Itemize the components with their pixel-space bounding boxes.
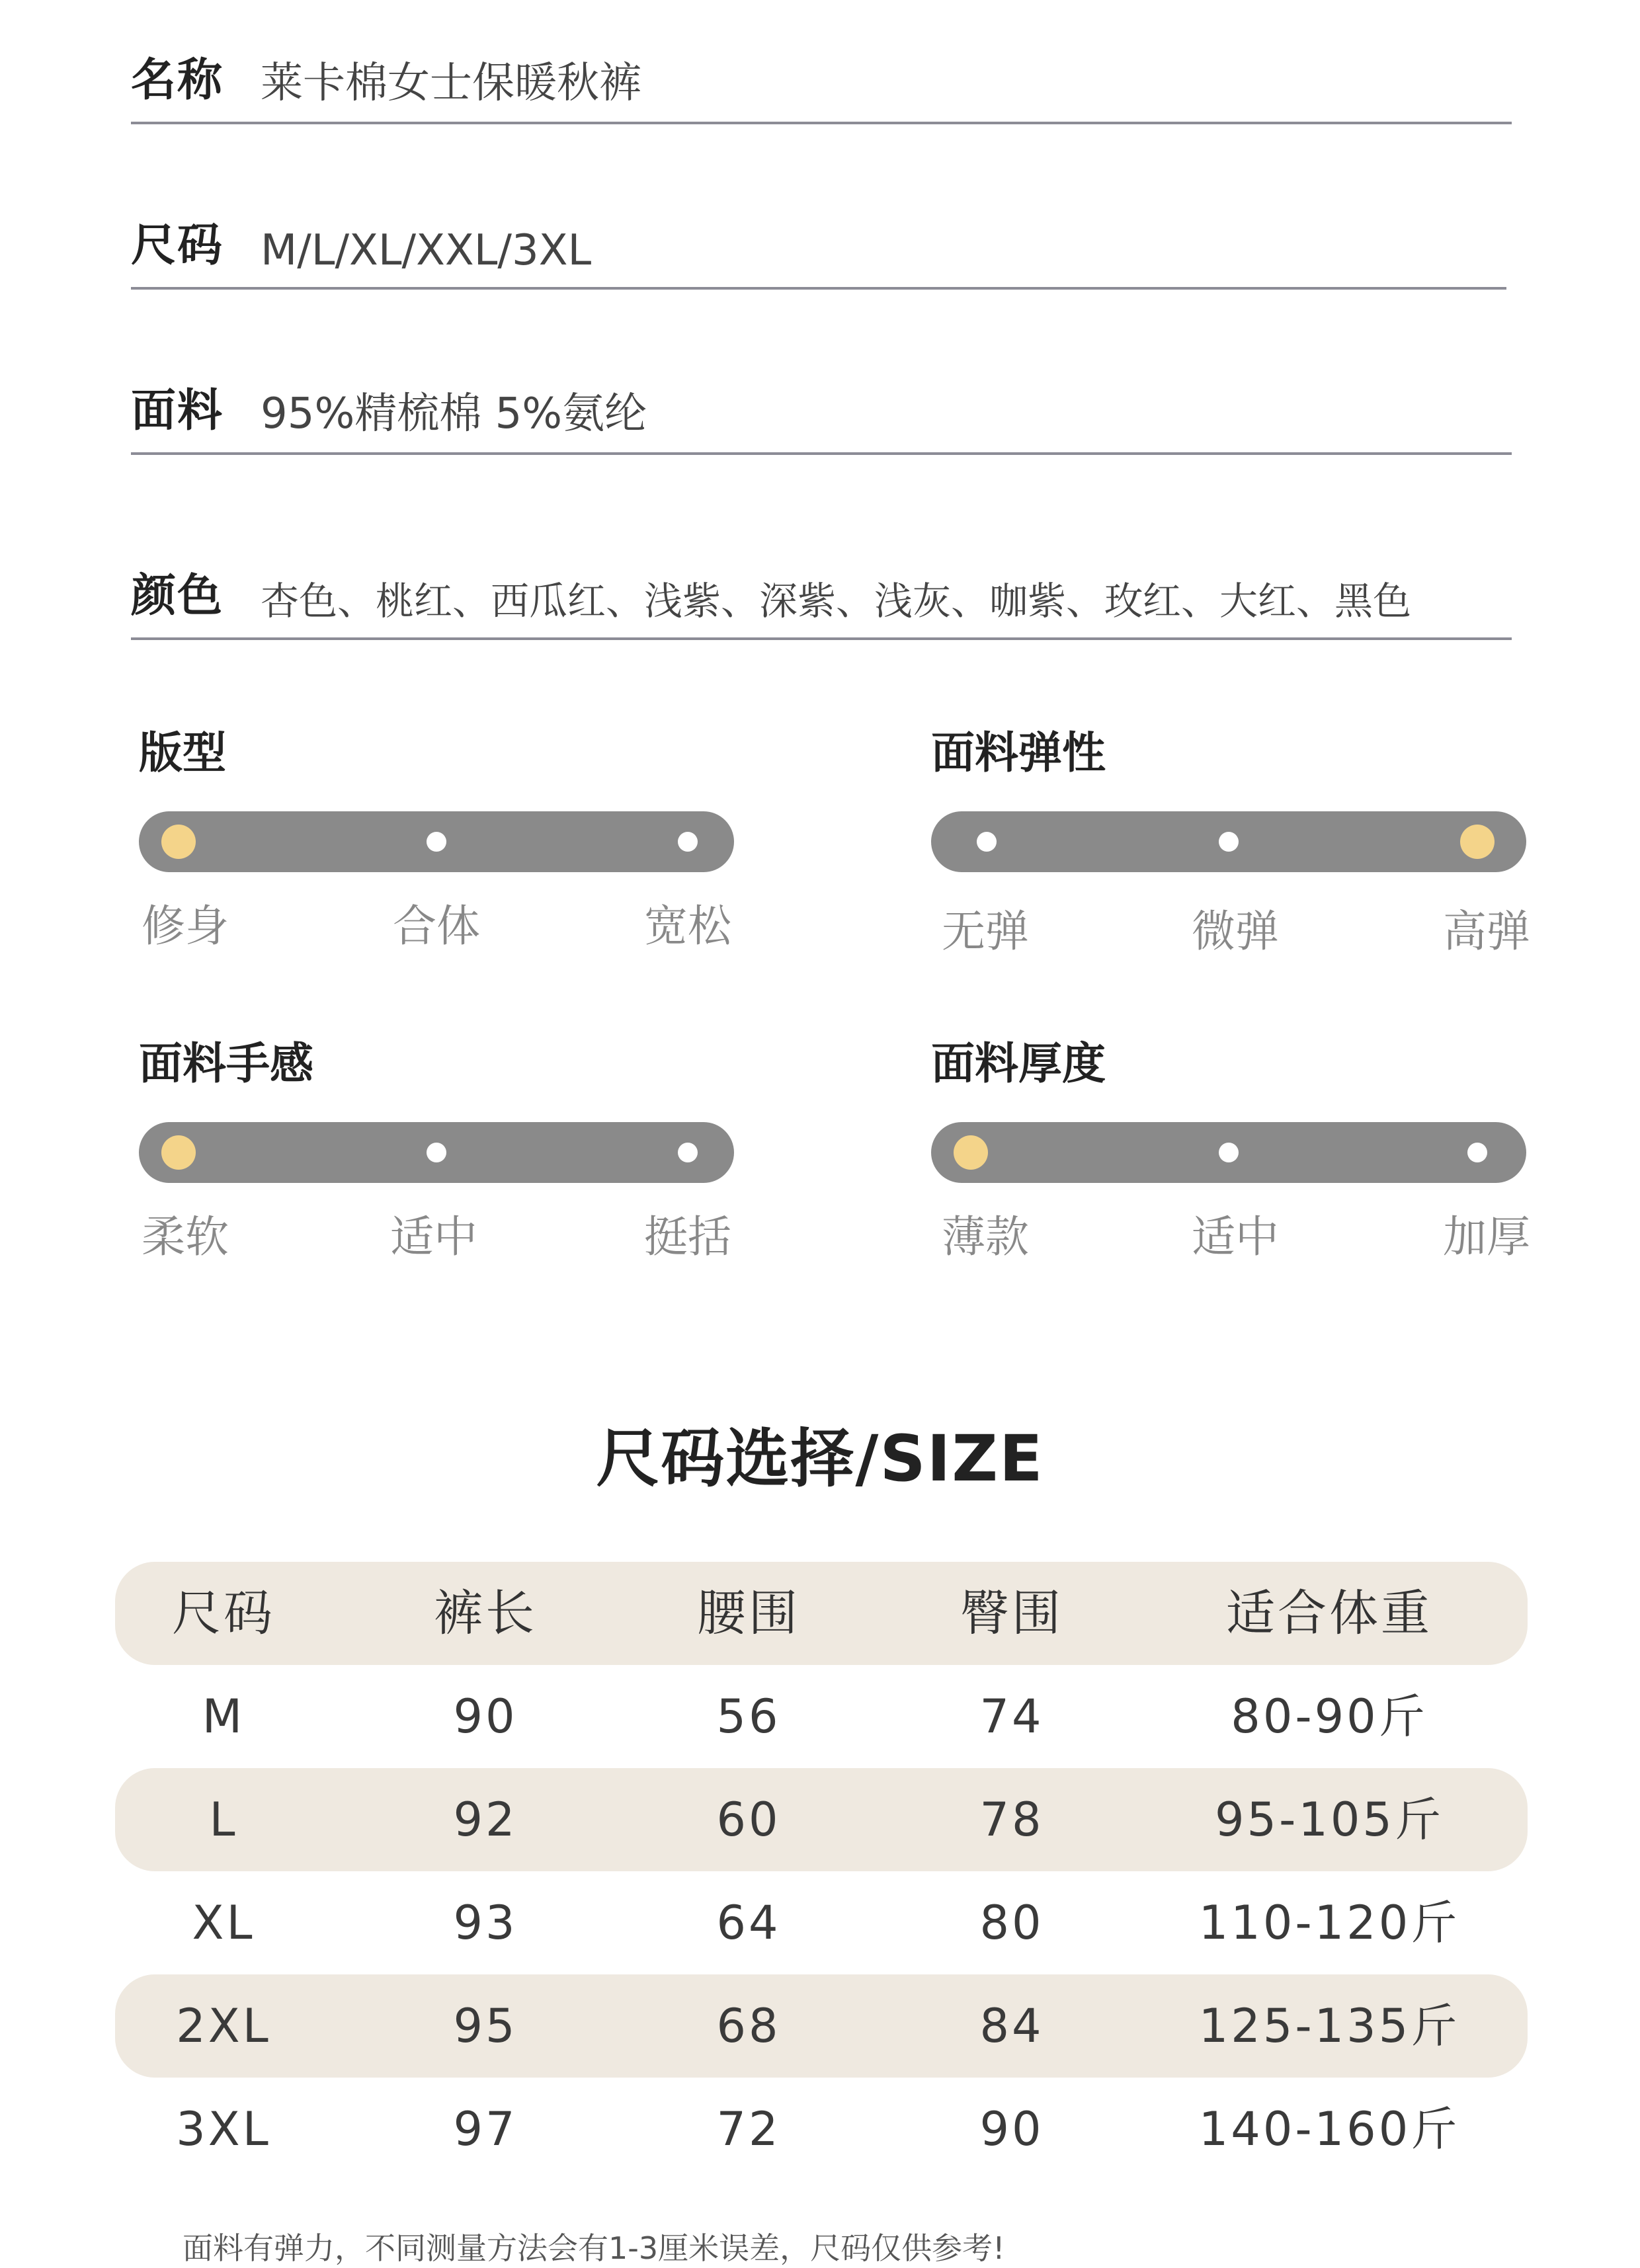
header-weight: 适合体重 [1226,1585,1432,1642]
cell-length: 93 [453,1896,518,1950]
table-row [115,1665,1528,1768]
table-header-row [115,1562,1528,1665]
hand-feel-option-3: 挺括 [644,1211,731,1262]
name-divider [131,122,1512,124]
table-row [115,1871,1528,1974]
color-divider [131,637,1512,640]
cell-weight: 125-135斤 [1198,1999,1460,2053]
name-value: 莱卡棉女士保暖秋裤 [261,59,641,108]
cell-waist: 64 [716,1896,781,1950]
cell-size: 3XL [176,2102,271,2156]
cell-length: 95 [453,1999,518,2053]
fit-dot-2 [427,832,446,852]
cell-size: 2XL [176,1999,271,2053]
thickness-option-2: 适中 [1192,1211,1279,1262]
fit-title: 版型 [139,727,226,778]
size-divider [131,287,1506,290]
elasticity-scale [931,717,1530,957]
hand-feel-dot-2 [427,1143,446,1162]
name-label: 名称 [131,54,224,106]
hand-feel-option-2: 适中 [390,1211,477,1262]
hand-feel-dot-1 [161,1135,196,1170]
elasticity-bar [931,811,1526,872]
elasticity-option-2: 微弹 [1192,906,1279,957]
cell-waist: 56 [716,1689,781,1744]
name-row [131,52,1512,124]
elasticity-option-3: 高弹 [1443,906,1530,957]
fit-bar [139,811,734,872]
thickness-dot-2 [1219,1143,1239,1162]
cell-waist: 60 [716,1793,781,1847]
size-footnote: 面料有弹力，不同测量方法会有1-3厘米误差，尺码仅供参考! [183,2230,1005,2266]
elasticity-option-1: 无弹 [942,906,1029,957]
header-length: 裤长 [434,1585,537,1642]
fit-option-3: 宽松 [644,901,731,952]
color-row [131,567,1512,640]
cell-length: 92 [453,1793,518,1847]
fit-dot-3 [678,832,698,852]
thickness-bar [931,1122,1526,1183]
color-value: 杏色、桃红、西瓜红、浅紫、深紫、浅灰、咖紫、玫红、大红、黑色 [261,579,1412,624]
header-waist: 腰围 [697,1585,800,1642]
cell-hip: 74 [979,1689,1044,1744]
cell-hip: 90 [979,2102,1044,2156]
cell-length: 90 [453,1689,518,1744]
fit-option-2: 合体 [393,901,480,952]
cell-size: M [202,1689,245,1744]
size-chart-title: 尺码选择/SIZE [596,1422,1044,1496]
elasticity-title: 面料弹性 [931,727,1106,778]
table-row [115,1768,1528,1871]
thickness-scale [931,1028,1530,1262]
cell-waist: 72 [716,2102,781,2156]
fabric-value: 95%精梳棉 5%氨纶 [261,389,647,438]
size-table [115,1562,1528,2181]
color-label: 颜色 [131,570,224,622]
thickness-option-1: 薄款 [942,1211,1029,1262]
fabric-row [131,382,1512,455]
thickness-dot-1 [954,1135,988,1170]
elasticity-dot-3 [1460,825,1495,859]
hand-feel-bar [139,1122,734,1183]
fabric-divider [131,452,1512,455]
cell-waist: 68 [716,1999,781,2053]
fit-dot-1 [161,825,196,859]
table-row [115,2078,1528,2181]
hand-feel-dot-3 [678,1143,698,1162]
cell-weight: 140-160斤 [1198,2102,1460,2156]
fabric-label: 面料 [131,385,224,437]
size-label: 尺码 [131,220,224,272]
size-row [131,217,1506,290]
cell-weight: 95-105斤 [1215,1793,1444,1847]
cell-hip: 84 [979,1999,1044,2053]
fit-scale [139,717,734,952]
table-row [115,1974,1528,2078]
cell-weight: 80-90斤 [1231,1689,1428,1744]
cell-size: XL [192,1896,255,1950]
hand-feel-option-1: 柔软 [142,1211,229,1262]
hand-feel-title: 面料手感 [139,1038,313,1089]
cell-weight: 110-120斤 [1198,1896,1460,1950]
hand-feel-scale [139,1028,734,1262]
thickness-dot-3 [1467,1143,1487,1162]
size-value: M/L/XL/XXL/3XL [261,226,592,275]
cell-size: L [209,1793,238,1847]
cell-length: 97 [453,2102,518,2156]
cell-hip: 80 [979,1896,1044,1950]
cell-hip: 78 [979,1793,1044,1847]
header-hip: 臀围 [960,1585,1063,1642]
thickness-option-3: 加厚 [1443,1211,1530,1262]
elasticity-dot-2 [1219,832,1239,852]
thickness-title: 面料厚度 [931,1038,1106,1089]
header-size: 尺码 [172,1585,275,1642]
elasticity-dot-1 [977,832,997,852]
fit-option-1: 修身 [142,901,229,952]
